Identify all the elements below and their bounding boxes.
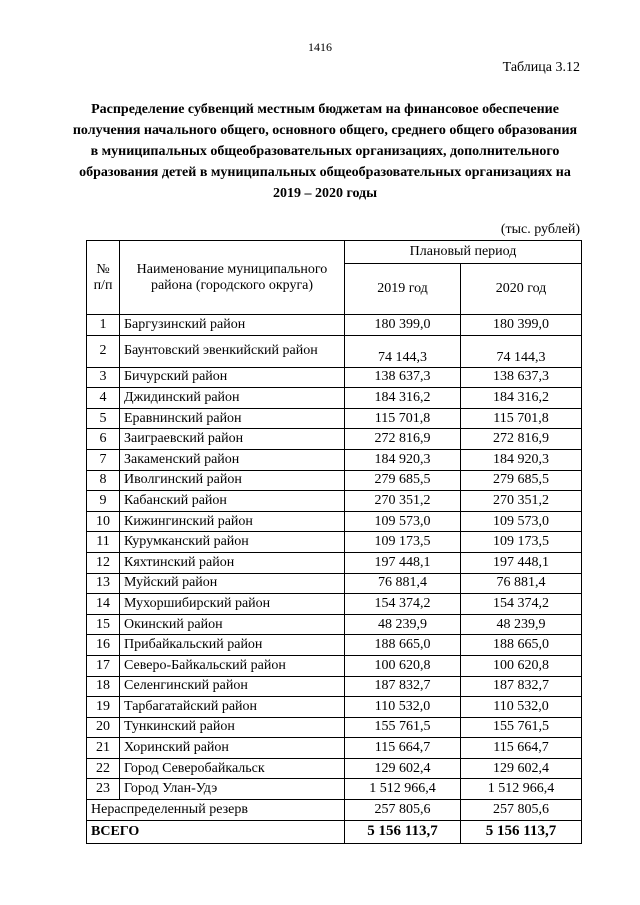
row-value-2020: 109 573,0 bbox=[461, 511, 582, 532]
row-municipality: Муйский район bbox=[120, 573, 345, 594]
row-value-2019: 272 816,9 bbox=[345, 429, 461, 450]
row-value-2019: 184 920,3 bbox=[345, 449, 461, 470]
row-number: 21 bbox=[87, 738, 120, 759]
reserve-2020: 257 805,6 bbox=[461, 800, 582, 821]
table-row bbox=[87, 367, 582, 388]
table-row bbox=[87, 676, 582, 697]
row-municipality: Кижингинский район bbox=[120, 511, 345, 532]
row-value-2020: 197 448,1 bbox=[461, 552, 582, 573]
row-value-2020: 154 374,2 bbox=[461, 594, 582, 615]
table-row bbox=[87, 449, 582, 470]
row-value-2020: 187 832,7 bbox=[461, 676, 582, 697]
row-municipality: Иволгинский район bbox=[120, 470, 345, 491]
row-value-2019: 109 573,0 bbox=[345, 511, 461, 532]
row-value-2019: 115 701,8 bbox=[345, 408, 461, 429]
table-body bbox=[87, 315, 582, 800]
row-municipality: Селенгинский район bbox=[120, 676, 345, 697]
row-number: 15 bbox=[87, 614, 120, 635]
document-title: Распределение субвенций местным бюджетам на финансовое обеспечение получения начального общего, основного общего, среднего общего образования в муниципальных общеобразовательных организациях, дополнительного образования детей в муниципальных общеобразовательных организациях на 2019 – 2020 годы bbox=[72, 102, 578, 201]
row-number: 22 bbox=[87, 758, 120, 779]
table-row bbox=[87, 655, 582, 676]
row-municipality: Город Северобайкальск bbox=[120, 758, 345, 779]
row-municipality: Баунтовский эвенкийский район bbox=[120, 335, 345, 367]
row-value-2020: 138 637,3 bbox=[461, 367, 582, 388]
table-row bbox=[87, 408, 582, 429]
row-number: 4 bbox=[87, 388, 120, 409]
header-number: № п/п bbox=[87, 241, 120, 315]
row-municipality: Кабанский район bbox=[120, 491, 345, 512]
row-value-2019: 270 351,2 bbox=[345, 491, 461, 512]
table-row bbox=[87, 532, 582, 553]
row-value-2020: 76 881,4 bbox=[461, 573, 582, 594]
row-value-2019: 76 881,4 bbox=[345, 573, 461, 594]
row-value-2019: 279 685,5 bbox=[345, 470, 461, 491]
row-number: 18 bbox=[87, 676, 120, 697]
row-municipality: Еравнинский район bbox=[120, 408, 345, 429]
table-label: Таблица 3.12 bbox=[502, 60, 580, 75]
row-number: 2 bbox=[87, 335, 120, 367]
row-value-2019: 154 374,2 bbox=[345, 594, 461, 615]
row-value-2019: 74 144,3 bbox=[345, 335, 461, 367]
total-2020: 5 156 113,7 bbox=[461, 820, 582, 843]
row-municipality: Закаменский район bbox=[120, 449, 345, 470]
table-row bbox=[87, 573, 582, 594]
table-row bbox=[87, 779, 582, 800]
row-value-2019: 115 664,7 bbox=[345, 738, 461, 759]
page-number: 1416 bbox=[308, 40, 332, 54]
row-number: 8 bbox=[87, 470, 120, 491]
row-number: 12 bbox=[87, 552, 120, 573]
row-value-2019: 109 173,5 bbox=[345, 532, 461, 553]
row-value-2020: 115 701,8 bbox=[461, 408, 582, 429]
row-number: 23 bbox=[87, 779, 120, 800]
table-row bbox=[87, 552, 582, 573]
table-row bbox=[87, 429, 582, 450]
row-number: 10 bbox=[87, 511, 120, 532]
total-label: ВСЕГО bbox=[87, 820, 345, 843]
row-number: 1 bbox=[87, 315, 120, 336]
row-value-2020: 1 512 966,4 bbox=[461, 779, 582, 800]
row-municipality: Бичурский район bbox=[120, 367, 345, 388]
row-number: 7 bbox=[87, 449, 120, 470]
reserve-label: Нераспределенный резерв bbox=[87, 800, 345, 821]
row-value-2019: 110 532,0 bbox=[345, 697, 461, 718]
row-municipality: Мухоршибирский район bbox=[120, 594, 345, 615]
table-row bbox=[87, 758, 582, 779]
row-value-2019: 180 399,0 bbox=[345, 315, 461, 336]
row-value-2019: 197 448,1 bbox=[345, 552, 461, 573]
row-municipality: Баргузинский район bbox=[120, 315, 345, 336]
row-value-2020: 115 664,7 bbox=[461, 738, 582, 759]
total-2019: 5 156 113,7 bbox=[345, 820, 461, 843]
reserve-2019: 257 805,6 bbox=[345, 800, 461, 821]
row-municipality: Тарбагатайский район bbox=[120, 697, 345, 718]
header-planned-period: Плановый период bbox=[345, 241, 582, 264]
row-municipality: Кяхтинский район bbox=[120, 552, 345, 573]
row-value-2020: 184 920,3 bbox=[461, 449, 582, 470]
table-row bbox=[87, 335, 582, 367]
row-value-2019: 129 602,4 bbox=[345, 758, 461, 779]
row-municipality: Джидинский район bbox=[120, 388, 345, 409]
row-value-2019: 187 832,7 bbox=[345, 676, 461, 697]
total-row bbox=[87, 820, 582, 843]
table-row bbox=[87, 614, 582, 635]
row-value-2019: 155 761,5 bbox=[345, 717, 461, 738]
table-row bbox=[87, 697, 582, 718]
row-municipality: Тункинский район bbox=[120, 717, 345, 738]
row-municipality: Заиграевский район bbox=[120, 429, 345, 450]
row-municipality: Прибайкальский район bbox=[120, 635, 345, 656]
header-year-2020: 2020 год bbox=[461, 264, 582, 315]
table-row bbox=[87, 470, 582, 491]
row-number: 16 bbox=[87, 635, 120, 656]
row-number: 20 bbox=[87, 717, 120, 738]
table-row bbox=[87, 388, 582, 409]
row-value-2019: 184 316,2 bbox=[345, 388, 461, 409]
row-value-2019: 48 239,9 bbox=[345, 614, 461, 635]
row-value-2020: 272 816,9 bbox=[461, 429, 582, 450]
header-municipality: Наименование муниципального района (городского округа) bbox=[120, 241, 345, 315]
row-number: 13 bbox=[87, 573, 120, 594]
row-number: 6 bbox=[87, 429, 120, 450]
row-number: 19 bbox=[87, 697, 120, 718]
row-number: 17 bbox=[87, 655, 120, 676]
row-value-2020: 74 144,3 bbox=[461, 335, 582, 367]
row-number: 3 bbox=[87, 367, 120, 388]
row-number: 5 bbox=[87, 408, 120, 429]
row-value-2019: 138 637,3 bbox=[345, 367, 461, 388]
row-value-2020: 110 532,0 bbox=[461, 697, 582, 718]
row-value-2020: 279 685,5 bbox=[461, 470, 582, 491]
row-value-2020: 188 665,0 bbox=[461, 635, 582, 656]
row-municipality: Окинский район bbox=[120, 614, 345, 635]
subvention-table bbox=[86, 240, 582, 844]
row-municipality: Хоринский район bbox=[120, 738, 345, 759]
row-value-2020: 184 316,2 bbox=[461, 388, 582, 409]
row-municipality: Северо-Байкальский район bbox=[120, 655, 345, 676]
table-row bbox=[87, 717, 582, 738]
units-label: (тыс. рублей) bbox=[500, 222, 580, 237]
row-value-2020: 109 173,5 bbox=[461, 532, 582, 553]
row-municipality: Курумканский район bbox=[120, 532, 345, 553]
row-value-2019: 1 512 966,4 bbox=[345, 779, 461, 800]
row-number: 9 bbox=[87, 491, 120, 512]
row-number: 14 bbox=[87, 594, 120, 615]
row-value-2020: 180 399,0 bbox=[461, 315, 582, 336]
table-row bbox=[87, 738, 582, 759]
row-value-2020: 100 620,8 bbox=[461, 655, 582, 676]
row-number: 11 bbox=[87, 532, 120, 553]
reserve-row bbox=[87, 800, 582, 821]
table-row bbox=[87, 511, 582, 532]
table-row bbox=[87, 491, 582, 512]
row-value-2019: 188 665,0 bbox=[345, 635, 461, 656]
row-municipality: Город Улан-Удэ bbox=[120, 779, 345, 800]
table-row bbox=[87, 315, 582, 336]
row-value-2019: 100 620,8 bbox=[345, 655, 461, 676]
header-year-2019: 2019 год bbox=[345, 264, 461, 315]
row-value-2020: 48 239,9 bbox=[461, 614, 582, 635]
row-value-2020: 270 351,2 bbox=[461, 491, 582, 512]
table-row bbox=[87, 635, 582, 656]
table-row bbox=[87, 594, 582, 615]
row-value-2020: 155 761,5 bbox=[461, 717, 582, 738]
row-value-2020: 129 602,4 bbox=[461, 758, 582, 779]
